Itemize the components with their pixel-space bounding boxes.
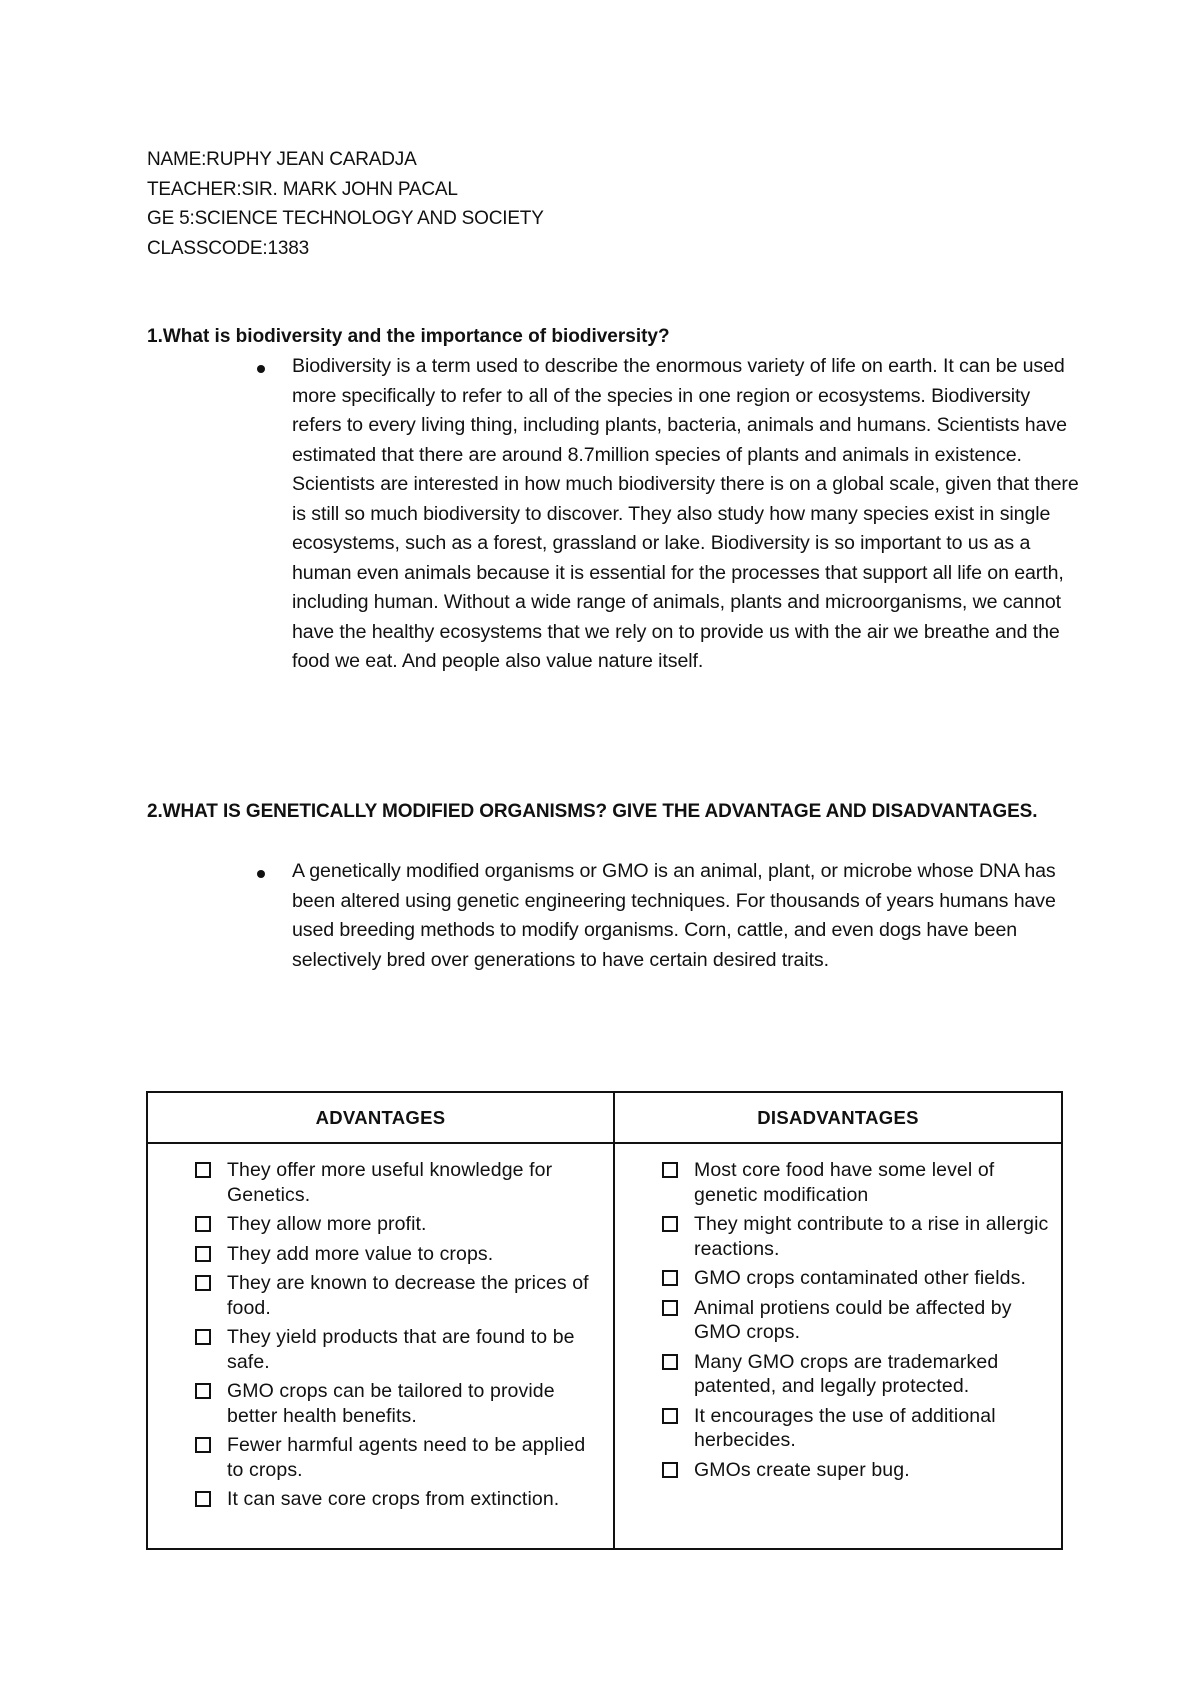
checkbox-icon[interactable] [195, 1162, 211, 1178]
checkbox-icon[interactable] [195, 1329, 211, 1345]
advantages-list [195, 1158, 605, 1517]
disadvantage-item [662, 1212, 1057, 1261]
advantage-text: It can save core crops from extinction. [227, 1488, 560, 1510]
advantage-text: GMO crops can be tailored to provide better health benefits. [227, 1380, 555, 1427]
question-2-title: 2.WHAT IS GENETICALLY MODIFIED ORGANISMS? GIVE THE ADVANTAGE AND DISADVANTAGES. [147, 801, 1038, 822]
checkbox-icon[interactable] [195, 1246, 211, 1262]
advantage-item [195, 1325, 605, 1374]
disadvantage-text: GMOs create super bug. [694, 1458, 910, 1481]
advantage-item [195, 1433, 605, 1482]
advantage-text: They yield products that are found to be safe. [227, 1326, 575, 1373]
checkbox-icon[interactable] [662, 1462, 678, 1478]
disadvantage-text: It encourages the use of additional herbecides. [694, 1404, 996, 1451]
advantage-item [195, 1212, 605, 1237]
disadvantage-text: Animal protiens could be affected by GMO crops. [694, 1296, 1012, 1343]
advantage-text: Fewer harmful agents need to be applied to crops. [227, 1434, 586, 1481]
bullet-icon [257, 365, 265, 373]
checkbox-icon[interactable] [662, 1408, 678, 1424]
bullet-icon [257, 870, 265, 878]
question-2-answer-text: A genetically modified organisms or GMO is an animal, plant, or microbe whose DNA has been altered using genetic engineering techniques. For thousands of years humans have used breeding methods to modify organisms. Corn, cattle, and even dogs have been selectively bred over generations to have certain desired traits. [292, 860, 1056, 971]
disadvantage-item [662, 1158, 1057, 1207]
advantage-text: They add more value to crops. [227, 1242, 494, 1265]
column-divider [613, 1093, 615, 1548]
advantage-item [195, 1242, 605, 1267]
advantages-disadvantages-table [146, 1091, 1063, 1550]
disadvantage-item [662, 1458, 1057, 1483]
checkbox-icon[interactable] [662, 1354, 678, 1370]
checkbox-icon[interactable] [195, 1383, 211, 1399]
teacher-name: TEACHER:SIR. MARK JOHN PACAL [147, 178, 458, 200]
checkbox-icon[interactable] [195, 1275, 211, 1291]
disadvantage-item [662, 1350, 1057, 1399]
disadvantage-text: Most core food have some level of genetic modification [694, 1159, 995, 1206]
advantage-item [195, 1271, 605, 1320]
advantage-item [195, 1379, 605, 1428]
disadvantage-item [662, 1296, 1057, 1345]
advantage-text: They are known to decrease the prices of food. [227, 1272, 589, 1319]
disadvantage-item [662, 1404, 1057, 1453]
disadvantage-item [662, 1266, 1057, 1291]
question-1-title: 1.What is biodiversity and the importance of biodiversity? [147, 326, 670, 347]
disadvantages-header: DISADVANTAGES [757, 1107, 919, 1128]
advantage-text: They offer more useful knowledge for Genetics. [227, 1159, 553, 1206]
question-1-answer-text: Biodiversity is a term used to describe the enormous variety of life on earth. It can be used more specifically to refer to all of the species in one region or ecosystems. Biodiversity refers to every living thing, including plants, bacteria, animals and humans. Scientists have estimated that there are around 8.7million species of plants and animals in existence. Scientists are interested in how much biodiversity there is on a global scale, given that there is still so much biodiversity to discover. They also study how many species exist in single ecosystems, such as a forest, grassland or lake. Biodiversity is so important to us as a human even animals because it is essential for the processes that support all life on earth, including human. Without a wide range of animals, plants and microorganisms, we cannot have the healthy ecosystems that we rely on to provide us with the air we breathe and the food we eat. And people also value nature itself. [292, 355, 1079, 672]
disadvantage-text: Many GMO crops are trademarked patented, and legally protected. [694, 1350, 999, 1397]
advantage-text: They allow more profit. [227, 1213, 427, 1235]
student-info-header [147, 145, 544, 263]
checkbox-icon[interactable] [662, 1270, 678, 1286]
header-divider [148, 1142, 1061, 1144]
class-code: CLASSCODE:1383 [147, 237, 309, 259]
disadvantage-text: They might contribute to a rise in allergic reactions. [694, 1213, 1049, 1260]
disadvantage-text: GMO crops contaminated other fields. [694, 1267, 1026, 1289]
checkbox-icon[interactable] [195, 1437, 211, 1453]
disadvantages-list [662, 1158, 1057, 1487]
checkbox-icon[interactable] [195, 1216, 211, 1232]
course-title: GE 5:SCIENCE TECHNOLOGY AND SOCIETY [147, 208, 544, 229]
checkbox-icon[interactable] [195, 1491, 211, 1507]
checkbox-icon[interactable] [662, 1300, 678, 1316]
checkbox-icon[interactable] [662, 1162, 678, 1178]
advantages-header: ADVANTAGES [315, 1107, 446, 1128]
checkbox-icon[interactable] [662, 1216, 678, 1232]
student-name: NAME:RUPHY JEAN CARADJA [147, 149, 417, 170]
advantage-item [195, 1158, 605, 1207]
advantage-item [195, 1487, 605, 1512]
